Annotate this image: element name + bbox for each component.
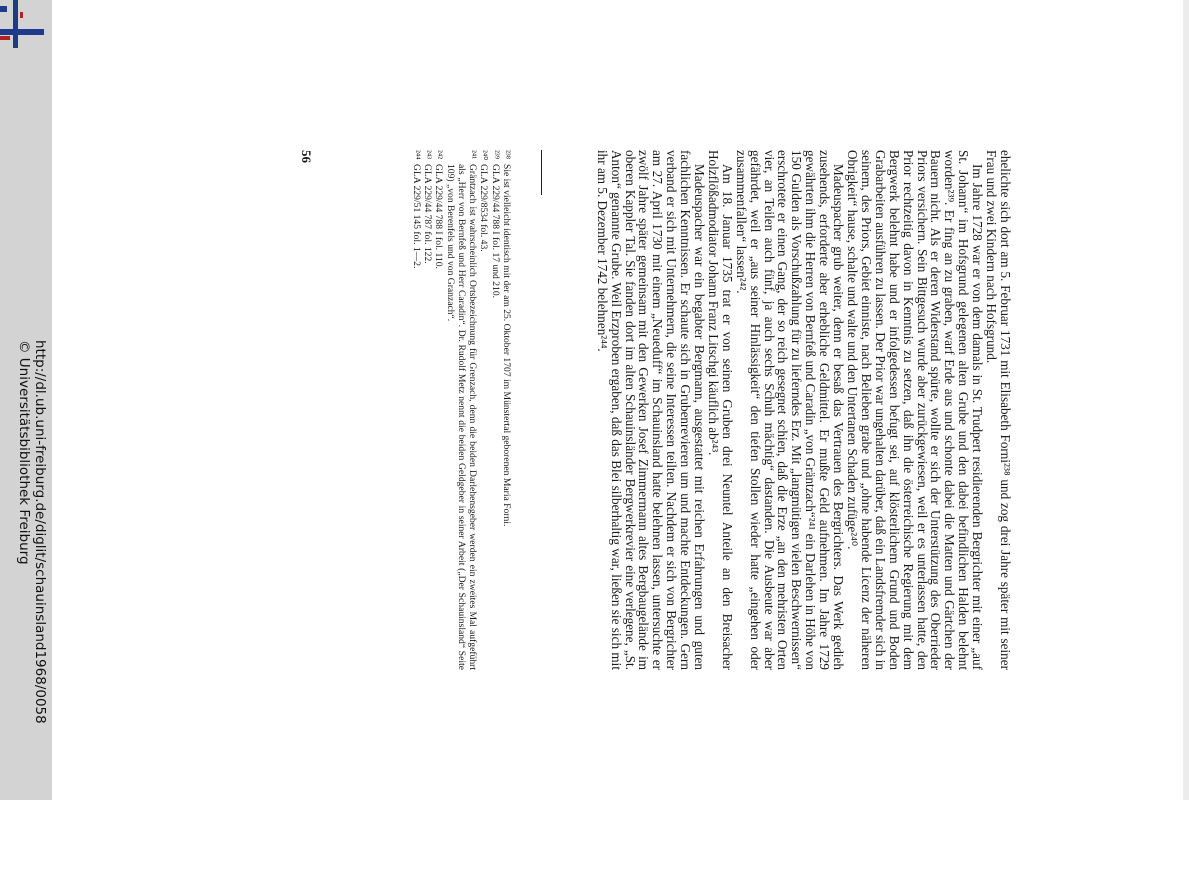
footnote-text: GLA 229/44 788 I fol. 17 und 210. — [489, 164, 501, 299]
credit-text — [14, 340, 48, 780]
footnote — [489, 150, 501, 670]
sidebar — [0, 0, 52, 800]
footnote-text: GLA 229/51 145 fol. 1—2. — [410, 164, 422, 269]
footnote-text: GLA 229/8534 fol. 43. — [478, 164, 490, 252]
footnote-mark: ²³⁹ — [489, 150, 501, 160]
copyright-notice: © Universitätsbibliothek Freiburg — [16, 340, 32, 565]
page-number: 56 — [299, 150, 314, 163]
footnote-divider — [541, 150, 542, 195]
footnote-mark: ²⁴² — [433, 150, 445, 160]
footnote — [433, 150, 445, 670]
paragraph: Im Jahre 1728 war er von dem damals in St. Trudpert residierenden Bergrichter mit einer „auf St. Johann“ im Hofsgrund gelegenen alten Grube und den dabei befindlichen Halden belehnt worden²³⁹. Er fing an zu graben, warf Erde aus und schonte dabei die Matten und Gärtchen der Bauern nicht. Als er deren Widerstand spürte, wollte er sich der Unterstützung des Oberrieder Priors versichern. Sein Bittgesuch wurde aber zurückgewiesen, weil er es unterlassen hatte, den Prior rechtzeitig davon in Kenntnis zu setzen, daß ihn die österreichische Regierung mit dem Bergwerk belehnt habe und er infolgedessen befugt sei, auf klösterlichem Grund und Boden Grabarbeiten ausführen zu lassen. Der Prior war ungehalten darüber, daß ein Landsfremder sich in seinem, des Priors, Gebiet einniste, nach Belieben grabe und „ohne habende Licenz der näheren Obrigkeit“ hause, schalte und walte und den Untertanen Schaden zufüge²⁴⁰. — [845, 150, 986, 670]
footnote-mark: ²⁴¹ — [467, 150, 479, 160]
university-library-logo — [0, 0, 44, 48]
scanned-page — [282, 110, 1012, 875]
footnote-text: GLA 229/44 788 I fol. 110. — [433, 164, 445, 269]
paragraph: ehelichte sich dort am 5. Februar 1731 mit Elisabeth Forni²³⁸ und zog drei Jahre später mit seiner Frau und zwei Kindern nach Hofsgrund. — [984, 150, 1013, 670]
footnote-mark: ²⁴⁰ — [478, 150, 490, 161]
body-text — [595, 150, 1012, 670]
footnote-mark: ²⁴⁴ — [410, 150, 422, 160]
footnote — [410, 150, 422, 670]
footnote — [478, 150, 490, 670]
paragraph: Madeuspacher war ein begabter Bergmann, ausgestattet mit reichen Erfahrungen und guten fachlichen Kenntnissen. Er schaute sich in Grubenrevieren um und machte Entdeckungen. Gern verband er sich mit Unternehmern, die seine Interessen teilten. Nachdem er sich von Bergrichter am 27. April 1730 mit einem „Neueduff“ im Schauinsland hatte belehnen lassen, untersuchte er zwölf Jahre später gemeinsam mit den Gewerken Josef Zimmermann altes Bergbaugelände im oberen Kappler Tal. Sie fanden dort im alten Schauinsländer Bergwerkrevier eine verlegene, „St. Anton“ genannte Grube. Weil Erzproben ergaben, daß das Blei silberhaltig war, ließen sie sich mit ihr am 5. Dezember 1742 belehnen²⁴⁴. — [594, 150, 708, 670]
footnote-text: GLA 229/44 787 fol. 122. — [421, 164, 433, 264]
vertical-scrollbar[interactable] — [1183, 0, 1189, 800]
footnote-mark: ²³⁸ — [501, 150, 512, 160]
footnote-mark: ²⁴³ — [421, 150, 433, 160]
footnote-text: Gräntzach ist wahrscheinlich Ortsbezeichnung für Grenzach, denn die beiden Darlehensgeber werden ein zweites Mal aufgeführt als „Herr von Bernfeß und Herr Caradin“. Dr. Rudolf Metz nennt die beiden Geldgeber in seiner Arbeit („Der Schauinsland“ Seite 109) „von Berenfels und von Granzach“. — [444, 164, 479, 670]
footnote — [501, 150, 512, 670]
paragraph: Am 18. Januar 1735 trat er von seinen Gruben drei Neuntel Anteile an den Breisacher Holzflößadmodiator Johann Franz Litschgi käuflich ab²⁴³. — [705, 150, 735, 670]
source-url: http://dl.ub.uni-freiburg.de/diglit/schauinsland1968/0058 — [32, 340, 48, 724]
document-viewer — [52, 0, 1183, 800]
paragraph: Madeuspacher grub weiter, denn er besaß das Vertrauen des Bergrichters. Das Werk gedieh zusehends, erforderte aber erhebliche Geldmittel. Er mußte Geld aufnehmen. Im Jahre 1729 gewährten ihm die Herren von Bernfeß und Caradin „von Gräntzach“²⁴¹ ein Darlehen in Höhe von 150 Gulden als Vorschußzahlung für zu lieferndes Erz. Mit „langmütigen vielen Beschwernissen“ erschrotete er einen Gang, der so reich gesegnet schien, daß die Erze „an den mehristen Orten vier, an Teilen auch fünf, ja auch sechs Schuh mächtig“ dastanden. Die Ausbeute war aber gefährdet, weil er „aus seiner Hinlässigkeit“ den tiefen Stollen wieder hatte „eingehen oder zusammenfallen“ lassen²⁴². — [733, 150, 847, 670]
footnotes — [410, 150, 512, 670]
footnote — [444, 150, 479, 670]
footnote-text: Sie ist vielleicht identisch mit der am 25. Oktober 1707 im Münstertal geborenen Maria Forni. — [501, 164, 512, 527]
footnote — [421, 150, 433, 670]
